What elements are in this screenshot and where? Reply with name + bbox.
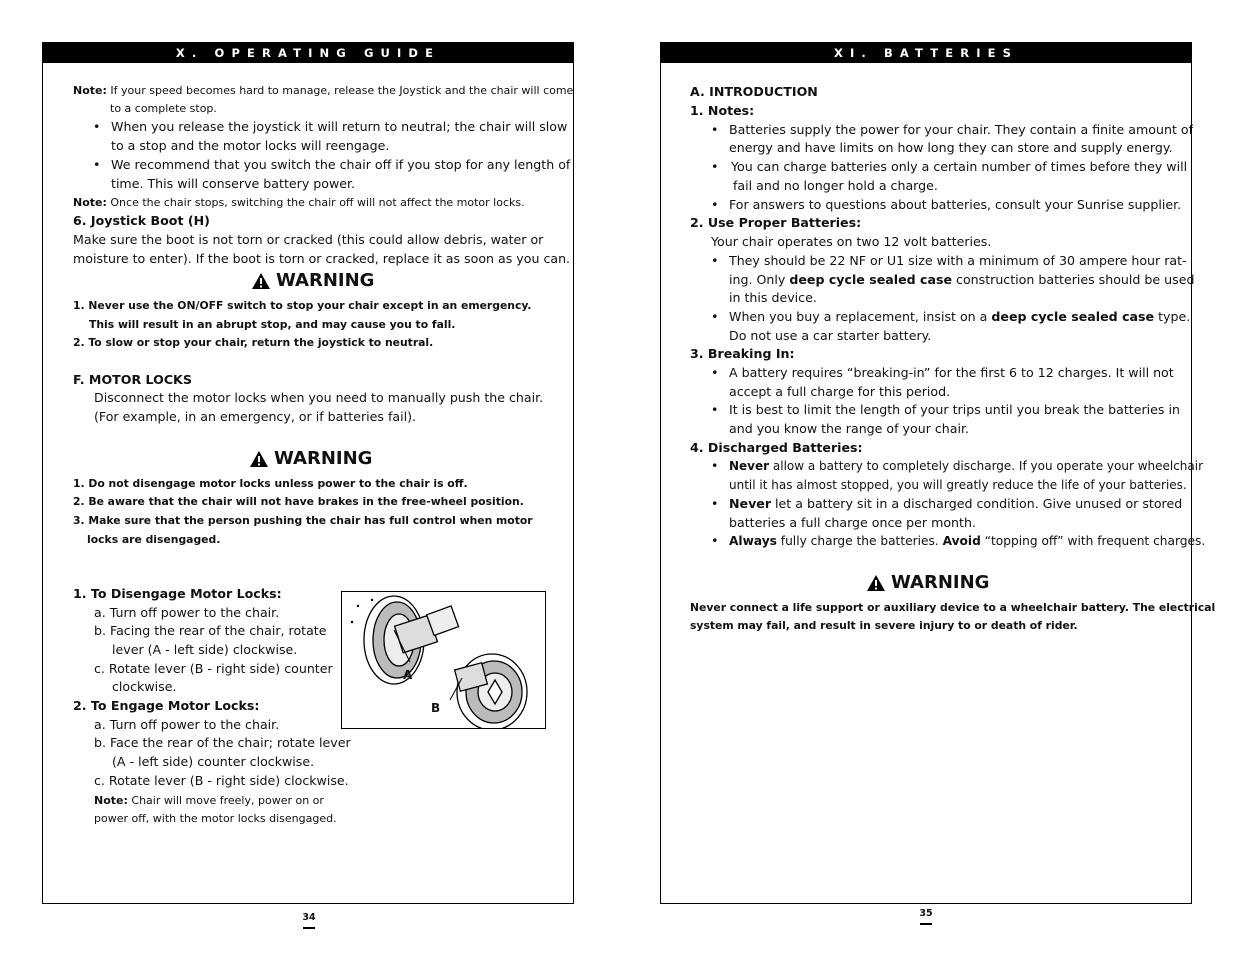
note-freewheel: Note: Chair will move freely, power on or: [94, 794, 324, 807]
warning-heading: WARNING: [251, 271, 374, 291]
paragraph: Disconnect the motor locks when you need to manually push the chair.: [94, 390, 544, 405]
warning-triangle-icon: [866, 574, 886, 592]
step: b. Face the rear of the chair; rotate lever: [94, 735, 351, 750]
bullet-dot: •: [711, 533, 719, 548]
warning-triangle-icon: [251, 272, 271, 290]
bullet-dot: •: [711, 122, 719, 137]
bullet-text: We recommend that you switch the chair off if you stop for any length of: [111, 157, 571, 172]
warning-heading: WARNING: [249, 449, 372, 469]
notes-heading: 1. Notes:: [690, 103, 755, 118]
warning-text: system may fail, and result in severe injury to or death of rider.: [690, 619, 1078, 632]
page-34: [42, 42, 574, 904]
breaking-in-heading: 3. Breaking In:: [690, 346, 795, 361]
step: c. Rotate lever (B - right side) counter: [94, 661, 333, 676]
step: (A - left side) counter clockwise.: [112, 754, 315, 769]
step: a. Turn off power to the chair.: [94, 717, 280, 732]
label-a: A: [403, 668, 413, 682]
note-freewheel-cont: power off, with the motor locks disengaged.: [94, 812, 337, 825]
page-number: 34: [294, 912, 324, 929]
bullet-text: When you buy a replacement, insist on a deep cycle sealed case type.: [729, 309, 1191, 324]
note-speed-cont: to a complete stop.: [110, 102, 217, 115]
bullet-text: A battery requires “breaking-in” for the first 6 to 12 charges. It will not: [729, 365, 1174, 380]
warning-triangle-icon: [249, 450, 269, 468]
bullet-text: Batteries supply the power for your chair. They contain a finite amount of: [729, 122, 1194, 137]
note-speed: Note: If your speed becomes hard to manage, release the Joystick and the chair will come: [73, 84, 574, 97]
bullet-text: You can charge batteries only a certain number of times before they will: [731, 159, 1188, 174]
bullet-text: and you know the range of your chair.: [729, 421, 970, 436]
bullet-dot: •: [711, 496, 719, 511]
warning-item: 2. To slow or stop your chair, return the joystick to neutral.: [73, 336, 434, 349]
warning-item: locks are disengaged.: [87, 533, 221, 546]
bullet-text: Do not use a car starter battery.: [729, 328, 932, 343]
bullet-text: batteries a full charge once per month.: [729, 515, 976, 530]
bullet-text: in this device.: [729, 290, 817, 305]
bullet-dot: •: [711, 402, 719, 417]
paragraph: moisture to enter). If the boot is torn or cracked, replace it as soon as you can.: [73, 251, 571, 266]
bullet-text: energy and have limits on how long they can store and supply energy.: [729, 140, 1173, 155]
bullet-text: Always fully charge the batteries. Avoid “topping off” with frequent charges.: [729, 534, 1206, 548]
bullet-dot: •: [93, 119, 101, 134]
step: a. Turn off power to the chair.: [94, 605, 280, 620]
bullet-text: time. This will conserve battery power.: [111, 176, 356, 191]
bullet-dot: •: [711, 309, 719, 324]
introduction-heading: A. INTRODUCTION: [690, 84, 818, 99]
step: lever (A - left side) clockwise.: [112, 642, 298, 657]
bullet-dot: •: [711, 458, 719, 473]
warning-item: 1. Do not disengage motor locks unless power to the chair is off.: [73, 477, 468, 490]
bullet-dot: •: [711, 253, 719, 268]
bullet-text: ing. Only deep cycle sealed case construction batteries should be used: [729, 272, 1195, 287]
motor-lock-figure: [341, 591, 546, 729]
bullet-text: Never allow a battery to completely discharge. If you operate your wheelchair: [729, 459, 1204, 473]
bullet-dot: •: [711, 197, 719, 212]
bullet-dot: •: [711, 159, 719, 174]
section-header: X. OPERATING GUIDE: [43, 43, 573, 63]
bullet-text: For answers to questions about batteries, consult your Sunrise supplier.: [729, 197, 1182, 212]
joystick-heading: 6. Joystick Boot (H): [73, 213, 210, 228]
engage-heading: 2. To Engage Motor Locks:: [73, 698, 260, 713]
warning-item: 3. Make sure that the person pushing the chair has full control when motor: [73, 514, 533, 527]
step: clockwise.: [112, 679, 177, 694]
bullet-text: It is best to limit the length of your trips until you break the batteries in: [729, 402, 1180, 417]
bullet-text: When you release the joystick it will return to neutral; the chair will slow: [111, 119, 568, 134]
bullet-text: until it has almost stopped, you will greatly reduce the life of your batteries.: [729, 478, 1187, 492]
step: c. Rotate lever (B - right side) clockwise.: [94, 773, 349, 788]
bullet-text: fail and no longer hold a charge.: [733, 178, 938, 193]
paragraph: Make sure the boot is not torn or cracked (this could allow debris, water or: [73, 232, 544, 247]
warning-item: This will result in an abrupt stop, and may cause you to fall.: [89, 318, 456, 331]
bullet-dot: •: [93, 157, 101, 172]
label-b: B: [431, 701, 441, 715]
warning-item: 1. Never use the ON/OFF switch to stop your chair except in an emergency.: [73, 299, 532, 312]
warning-heading: WARNING: [866, 573, 989, 593]
disengage-heading: 1. To Disengage Motor Locks:: [73, 586, 282, 601]
bullet-dot: •: [711, 365, 719, 380]
motor-locks-heading: F. MOTOR LOCKS: [73, 372, 192, 387]
note-motor-locks: Note: Once the chair stops, switching the chair off will not affect the motor locks.: [73, 196, 525, 209]
wheel-illustration: [342, 592, 546, 729]
warning-item: 2. Be aware that the chair will not have brakes in the free-wheel position.: [73, 495, 524, 508]
paragraph: (For example, in an emergency, or if batteries fail).: [94, 409, 417, 424]
bullet-text: They should be 22 NF or U1 size with a minimum of 30 ampere hour rat-: [729, 253, 1187, 268]
section-header: XI. BATTERIES: [661, 43, 1191, 63]
page-number: 35: [911, 908, 941, 925]
bullet-text: to a stop and the motor locks will reengage.: [111, 138, 390, 153]
bullet-text: accept a full charge for this period.: [729, 384, 951, 399]
paragraph: Your chair operates on two 12 volt batteries.: [711, 234, 992, 249]
page-35: [660, 42, 1216, 904]
discharged-heading: 4. Discharged Batteries:: [690, 440, 863, 455]
proper-batteries-heading: 2. Use Proper Batteries:: [690, 215, 862, 230]
warning-text: Never connect a life support or auxiliary device to a wheelchair battery. The electrical: [690, 601, 1216, 614]
bullet-text: Never let a battery sit in a discharged condition. Give unused or stored: [729, 496, 1183, 511]
step: b. Facing the rear of the chair, rotate: [94, 623, 327, 638]
